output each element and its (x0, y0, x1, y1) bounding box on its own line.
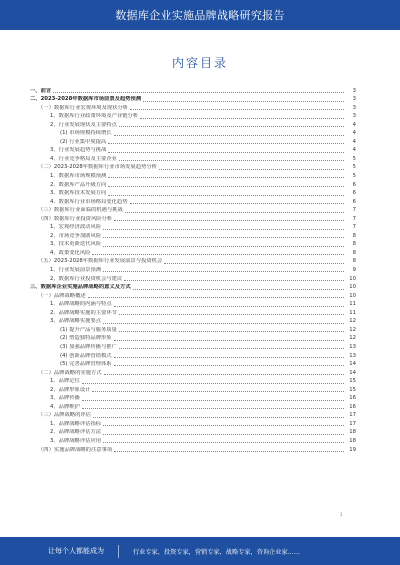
toc-entry-label: 1、数据库市场规模预测 (50, 173, 107, 180)
toc-dot-leader (103, 246, 344, 247)
toc-entry[interactable] (30, 154, 356, 163)
toc-entry[interactable] (30, 368, 356, 377)
toc-entry-label: 三、数据库企业实施品牌战略的意义及方式 (30, 284, 131, 291)
toc-entry-page: 13 (349, 343, 356, 350)
toc-entry-label: 1、品牌战略评估指标 (50, 420, 102, 427)
toc-entry-page: 14 (349, 361, 356, 368)
toc-dot-leader (124, 280, 344, 281)
toc-dot-leader (103, 229, 344, 230)
toc-entry-label: 4、政策变化风险 (50, 249, 91, 256)
toc-entry[interactable] (30, 402, 356, 411)
toc-entry-label: 3、品牌传播 (50, 395, 80, 402)
toc-dot-leader (119, 160, 344, 161)
toc-entry-page: 7 (352, 224, 356, 231)
toc-entry[interactable] (30, 120, 356, 129)
toc-entry-page: 12 (349, 326, 356, 333)
toc-entry-page: 3 (352, 104, 356, 111)
toc-dot-leader (53, 92, 344, 93)
toc-entry[interactable] (30, 180, 356, 189)
toc-dot-leader (114, 135, 344, 136)
page-number: 1 (340, 512, 343, 517)
toc-entry-page: 6 (352, 198, 356, 205)
toc-entry[interactable] (30, 360, 356, 369)
toc-entry-label: 2、品牌战略实施的主要环节 (50, 309, 117, 316)
toc-entry-label: 1、品牌定位 (50, 378, 80, 385)
toc-entry-page: 12 (349, 318, 356, 325)
toc-entry-page: 17 (349, 420, 356, 427)
toc-entry[interactable] (30, 394, 356, 403)
toc-entry-label: （五）2023-2028年数据库行业发展前景与投资机会 (38, 258, 163, 265)
toc-dot-leader (92, 254, 344, 255)
toc-entry-label: （二）2023-2028年数据库行业市场发展趋势分析 (38, 164, 157, 171)
toc-entry-label: (2) 行业集中度提高 (60, 138, 107, 145)
footer-divider (118, 545, 119, 558)
toc-dot-leader (140, 118, 344, 119)
toc-entry-label: 二、2023-2028年数据库市场前景及趋势预测 (30, 96, 142, 103)
toc-entry[interactable] (30, 214, 356, 223)
toc-entry-label: （一）品牌战略概述 (38, 292, 86, 299)
footer-tagline: 行业专家，投资专家，营销专家，战略专家，咨询企业家…… (133, 548, 301, 556)
toc-entry[interactable] (30, 436, 356, 445)
toc-dot-leader (159, 169, 344, 170)
toc-entry-page: 4 (352, 121, 356, 128)
toc-entry-label: （二）品牌战略的实施方式 (38, 369, 102, 376)
toc-dot-leader (114, 340, 344, 341)
toc-entry-page: 14 (349, 369, 356, 376)
toc-entry[interactable] (30, 197, 356, 206)
toc-dot-leader (130, 109, 344, 110)
toc-entry[interactable] (30, 163, 356, 172)
toc-dot-leader (88, 297, 344, 298)
toc-entry-page: 4 (352, 130, 356, 137)
toc-entry-label: 一、前言 (30, 87, 52, 94)
toc-entry-page: 3 (352, 96, 356, 103)
toc-entry-page: 6 (352, 181, 356, 188)
toc-entry-label: 2、数据库行业投资机会与建议 (50, 275, 123, 282)
toc-entry-page: 8 (352, 258, 356, 265)
toc-entry[interactable] (30, 317, 356, 326)
toc-entry-label: 3、品牌战略评估应用 (50, 437, 102, 444)
toc-entry-label: 2、数据库产品升级方向 (50, 181, 107, 188)
toc-dot-leader (114, 357, 344, 358)
toc-entry[interactable] (30, 300, 356, 309)
toc-entry[interactable] (30, 137, 356, 146)
toc-entry-label: 2、行业发展现状及主要特点 (50, 121, 117, 128)
toc-entry-label: 2、品牌形象设计 (50, 386, 91, 393)
toc-entry-page: 19 (349, 446, 356, 453)
toc-entry-label: （一）数据库行业宏观环境及现状分析 (38, 104, 129, 111)
toc-entry[interactable] (30, 334, 356, 343)
toc-dot-leader (130, 203, 344, 204)
toc-entry-label: (2) 塑造独特品牌形象 (60, 335, 112, 342)
toc-dot-leader (92, 391, 344, 392)
toc-entry-label: 3、品牌战略实施要点 (50, 318, 102, 325)
toc-dot-leader (143, 101, 344, 102)
toc-entry[interactable] (30, 325, 356, 334)
toc-entry[interactable] (30, 248, 356, 257)
toc-dot-leader (103, 271, 344, 272)
toc-entry-label: (3) 加强品牌传播与推广 (60, 343, 117, 350)
toc-entry[interactable] (30, 411, 356, 420)
toc-entry-page: 7 (352, 207, 356, 214)
toc-entry-page: 3 (352, 113, 356, 120)
toc-dot-leader (108, 186, 344, 187)
toc-dot-leader (119, 126, 344, 127)
toc-entry-label: 4、品牌维护 (50, 403, 80, 410)
toc-entry[interactable] (30, 385, 356, 394)
toc-entry-label: (4) 创新品牌营销模式 (60, 352, 112, 359)
toc-entry-label: 2、品牌战略评估方法 (50, 429, 102, 436)
toc-entry-page: 11 (349, 309, 356, 316)
toc-entry-page: 13 (349, 352, 356, 359)
toc-entry-page: 8 (352, 249, 356, 256)
toc-entry[interactable] (30, 146, 356, 155)
toc-entry-label: 4、数据库行业市场格局变化趋势 (50, 198, 128, 205)
toc-entry-page: 5 (352, 164, 356, 171)
toc-entry[interactable] (30, 112, 356, 121)
toc-entry[interactable] (30, 240, 356, 249)
footer-bar (0, 537, 400, 565)
toc-dot-leader (164, 263, 344, 264)
toc-entry[interactable] (30, 265, 356, 274)
toc-entry-page: 18 (349, 437, 356, 444)
toc-dot-leader (103, 237, 344, 238)
toc-entry-label: 3、技术更新迭代风险 (50, 241, 102, 248)
toc-entry[interactable] (30, 428, 356, 437)
toc-entry-label: 1、数据库行业政策环境及产业链分析 (50, 113, 139, 120)
toc-dot-leader (114, 306, 344, 307)
toc-dot-leader (82, 383, 344, 384)
toc-dot-leader (93, 417, 344, 418)
toc-entry[interactable] (30, 351, 356, 360)
toc-entry-page: 11 (349, 301, 356, 308)
toc-dot-leader (119, 314, 344, 315)
toc-entry-label: 4、行业竞争格局及主要企业 (50, 155, 117, 162)
toc-entry-page: 16 (349, 395, 356, 402)
toc-entry-label: （四）数据库行业投资风险分析 (38, 215, 113, 222)
toc-entry-page: 16 (349, 403, 356, 410)
toc-entry-page: 5 (352, 155, 356, 162)
toc-entry-page: 5 (352, 173, 356, 180)
toc-dot-leader (103, 425, 344, 426)
table-of-contents (30, 86, 356, 454)
toc-entry-page: 4 (352, 138, 356, 145)
toc-entry-label: （三）数据库行业面临的机遇与挑战 (38, 207, 123, 214)
toc-entry-page: 12 (349, 335, 356, 342)
toc-entry-page: 8 (352, 241, 356, 248)
toc-dot-leader (108, 195, 344, 196)
toc-dot-leader (103, 442, 344, 443)
toc-entry[interactable] (30, 223, 356, 232)
toc-entry-page: 15 (349, 378, 356, 385)
toc-entry-label: （四）实施品牌战略的注意事项 (38, 446, 113, 453)
toc-entry[interactable] (30, 445, 356, 454)
toc-entry[interactable] (30, 171, 356, 180)
toc-dot-leader (104, 374, 344, 375)
toc-entry-label: (1) 提升产品与服务质量 (60, 326, 117, 333)
toc-entry-label: 1、宏观经济波动风险 (50, 224, 102, 231)
report-title: 数据库企业实施品牌战略研究报告 (115, 9, 285, 22)
toc-dot-leader (103, 434, 344, 435)
toc-heading: 内容目录 (171, 56, 228, 70)
footer-slogan: 让每个人都能成为 (48, 547, 104, 555)
toc-entry[interactable] (30, 377, 356, 386)
toc-entry[interactable] (30, 103, 356, 112)
toc-entry-label: (1) 市场规模持续增长 (60, 130, 112, 137)
toc-dot-leader (133, 289, 344, 290)
toc-entry-page: 10 (349, 292, 356, 299)
toc-entry[interactable] (30, 274, 356, 283)
toc-entry-page: 15 (349, 386, 356, 393)
toc-dot-leader (125, 212, 344, 213)
toc-entry[interactable] (30, 206, 356, 215)
toc-entry-label: 3、行业发展趋势与挑战 (50, 147, 107, 154)
toc-entry-page: 7 (352, 215, 356, 222)
toc-entry-page: 3 (352, 87, 356, 94)
toc-entry-page: 4 (352, 147, 356, 154)
toc-entry-page: 17 (349, 412, 356, 419)
toc-dot-leader (114, 365, 344, 366)
toc-dot-leader (119, 331, 344, 332)
toc-entry[interactable] (30, 95, 356, 104)
toc-dot-leader (108, 143, 344, 144)
toc-entry-page: 6 (352, 190, 356, 197)
toc-entry-page: 18 (349, 429, 356, 436)
toc-entry[interactable] (30, 257, 356, 266)
toc-dot-leader (114, 220, 344, 221)
toc-entry[interactable] (30, 283, 356, 292)
toc-entry-page: 10 (349, 284, 356, 291)
toc-entry-label: 1、品牌战略的内涵与特点 (50, 301, 112, 308)
toc-entry-label: 3、数据库技术发展方向 (50, 190, 107, 197)
toc-dot-leader (108, 152, 344, 153)
toc-entry[interactable] (30, 291, 356, 300)
toc-dot-leader (119, 348, 344, 349)
toc-entry[interactable] (30, 189, 356, 198)
toc-entry-label: 1、行业发展前景预测 (50, 267, 102, 274)
toc-entry[interactable] (30, 419, 356, 428)
toc-dot-leader (82, 408, 344, 409)
toc-entry[interactable] (30, 231, 356, 240)
toc-dot-leader (114, 451, 344, 452)
toc-entry-label: 2、市场竞争加剧风险 (50, 232, 102, 239)
toc-entry[interactable] (30, 308, 356, 317)
toc-entry[interactable] (30, 86, 356, 95)
toc-entry[interactable] (30, 342, 356, 351)
toc-dot-leader (108, 177, 344, 178)
toc-entry-label: (5) 完善品牌管理体系 (60, 361, 112, 368)
toc-entry[interactable] (30, 129, 356, 138)
toc-entry-label: （三）品牌战略的评估 (38, 412, 91, 419)
toc-dot-leader (82, 400, 344, 401)
toc-dot-leader (103, 323, 344, 324)
toc-entry-page: 9 (352, 267, 356, 274)
toc-entry-page: 8 (352, 232, 356, 239)
report-header-bar (0, 0, 400, 30)
toc-entry-page: 10 (349, 275, 356, 282)
